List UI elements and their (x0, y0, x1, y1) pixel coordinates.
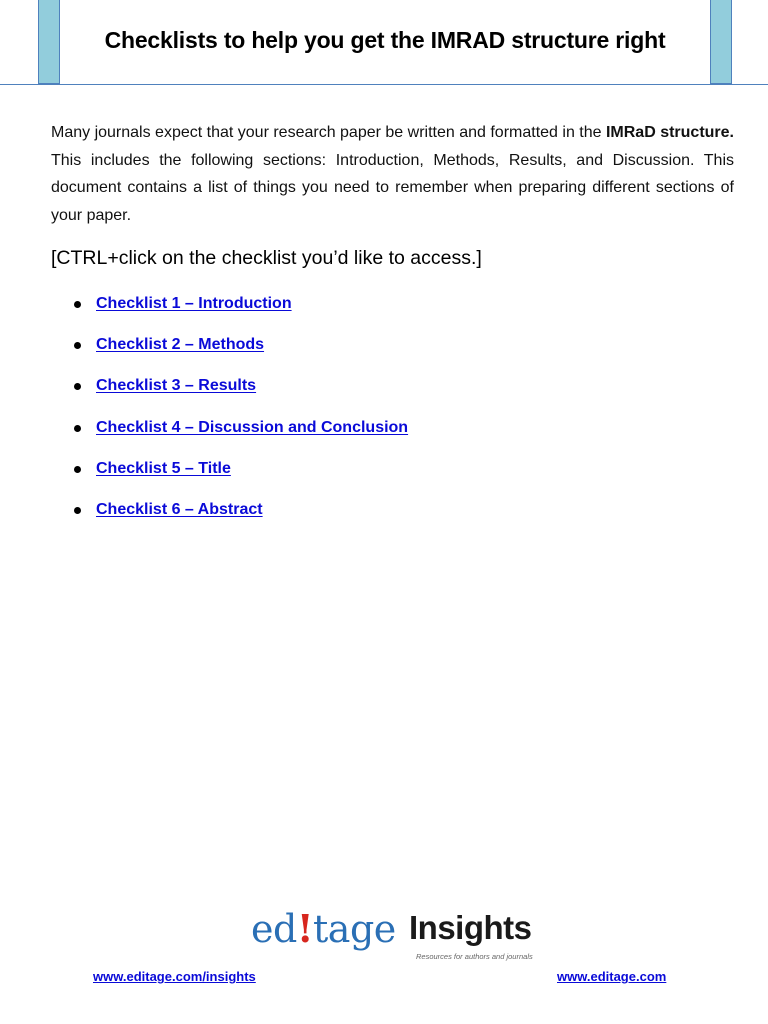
checklist-link-methods[interactable]: Checklist 2 – Methods (96, 336, 265, 354)
list-item (51, 416, 408, 457)
header-tab-right (710, 0, 732, 84)
checklist-link-introduction[interactable]: Checklist 1 – Introduction (96, 295, 292, 312)
brand-mark-icon: ! (296, 906, 314, 951)
page-header (0, 0, 768, 84)
list-item (51, 374, 408, 415)
instruction-heading: [CTRL+click on the checklist you’d like to access.] (51, 247, 482, 269)
checklist-link-abstract[interactable]: Checklist 6 – Abstract (96, 500, 263, 518)
editage-wordmark (251, 906, 396, 951)
bullet-icon (74, 425, 81, 432)
checklist-link-results[interactable]: Checklist 3 – Results (96, 377, 257, 395)
checklist-link-title[interactable]: Checklist 5 – Title (96, 459, 231, 477)
header-tab-left (38, 0, 60, 84)
logo-tagline: Resources for authors and journals (416, 952, 533, 961)
checklist-link-discussion[interactable]: Checklist 4 – Discussion and Conclusion (96, 418, 409, 436)
intro-bold-term: IMRaD structure. (605, 124, 734, 141)
intro-text-2: This includes the following sections: Introduction, Methods, Results, and Discussion. This document contains a list of things you need to remember when preparing different sections of your paper. (51, 151, 734, 224)
bullet-icon (74, 507, 81, 514)
list-item (51, 457, 408, 498)
intro-text-1: Many journals expect that your research paper be written and formatted in the (51, 124, 606, 141)
footer-link-insights[interactable]: www.editage.com/insights (93, 969, 256, 984)
brand-part-2: tage (313, 907, 396, 951)
page-title: Checklists to help you get the IMRAD structure right (104, 27, 666, 53)
insights-wordmark: Insights (409, 909, 532, 946)
checklist-list (51, 292, 408, 539)
list-item (51, 498, 408, 539)
header-rule (0, 84, 768, 85)
bullet-icon (74, 466, 81, 473)
brand-part-1: ed (251, 907, 297, 951)
list-item (51, 333, 408, 374)
bullet-icon (74, 301, 81, 308)
editage-insights-logo (251, 906, 551, 966)
intro-paragraph (51, 119, 734, 229)
footer-link-editage[interactable]: www.editage.com (557, 969, 667, 984)
bullet-icon (74, 383, 81, 390)
bullet-icon (74, 342, 81, 349)
list-item (51, 292, 408, 333)
